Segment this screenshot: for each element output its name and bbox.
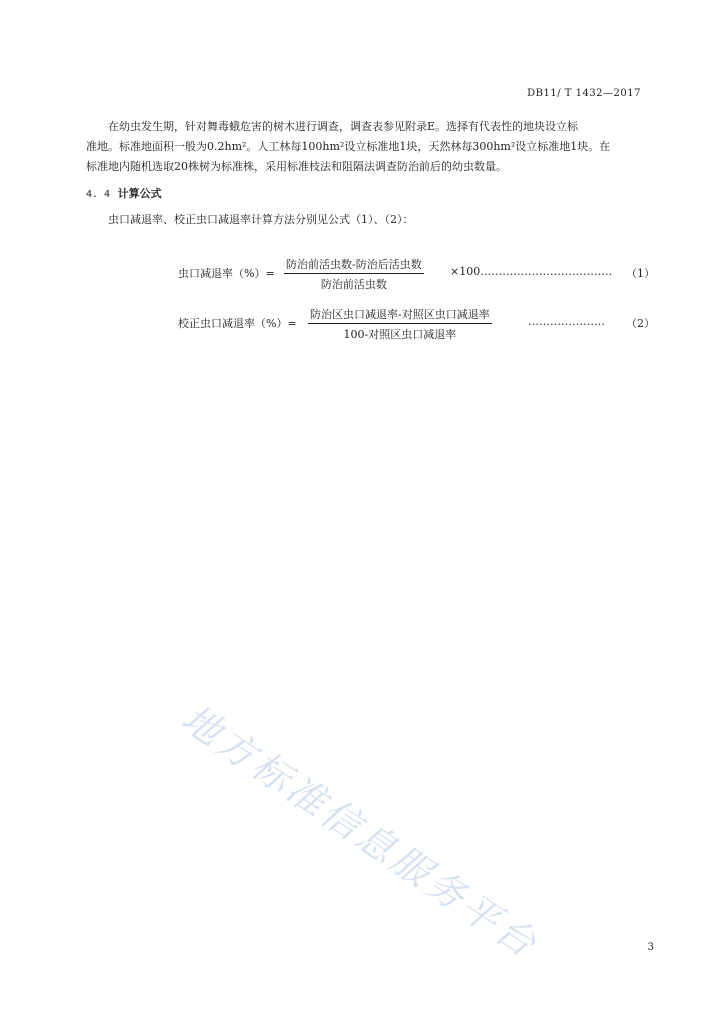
formula-2-leader: ………………… [528,315,605,328]
formula-2-numerator: 防治区虫口减退率-对照区虫口减退率 [308,306,492,324]
paragraph-line [86,117,656,137]
formula-intro: 虫口减退率、校正虫口减退率计算方法分别见公式（1）、（2）： [108,213,414,226]
page-number: 3 [647,942,654,953]
formula-1-numerator: 防治前活虫数-防治后活虫数 [284,256,424,274]
formula-1-lhs: 虫口减退率（%）= [178,267,275,280]
section-heading [86,185,162,201]
paragraph-survey [86,117,656,177]
formula-2-denominator: 100-对照区虫口减退率 [343,328,457,341]
watermark: 地方标准信息服务平台 [173,696,547,968]
paragraph-line-1-text: 在幼虫发生期，针对舞毒蛾危害的树木进行调查，调查表参见附录E。选择有代表性的地块设立标 [108,120,579,133]
section-number: 4. 4 [86,189,111,200]
formula-2 [178,306,658,342]
formula-2-fraction [308,306,492,342]
standard-code: DB11/ T 1432—2017 [527,88,641,99]
formula-1-number: （1） [626,267,655,280]
section-title: 计算公式 [117,187,162,200]
formula-1-denominator: 防治前活虫数 [320,278,387,291]
formula-2-number: （2） [626,317,655,330]
formula-1-multiplier-leader: ×100……………………………… [450,265,613,278]
formula-2-lhs: 校正虫口减退率（%）= [178,317,297,330]
paragraph-line: 标准地内随机选取20株树为标准株，采用标准枝法和阻隔法调查防治前后的幼虫数量。 [86,160,507,173]
paragraph-line: 准地。标准地面积一般为0.2hm²。人工林每100hm²设立标准地1块，天然林每300hm²设立标准地1块。在 [86,140,611,153]
formula-1-fraction [284,256,424,292]
formula-1 [178,256,658,292]
